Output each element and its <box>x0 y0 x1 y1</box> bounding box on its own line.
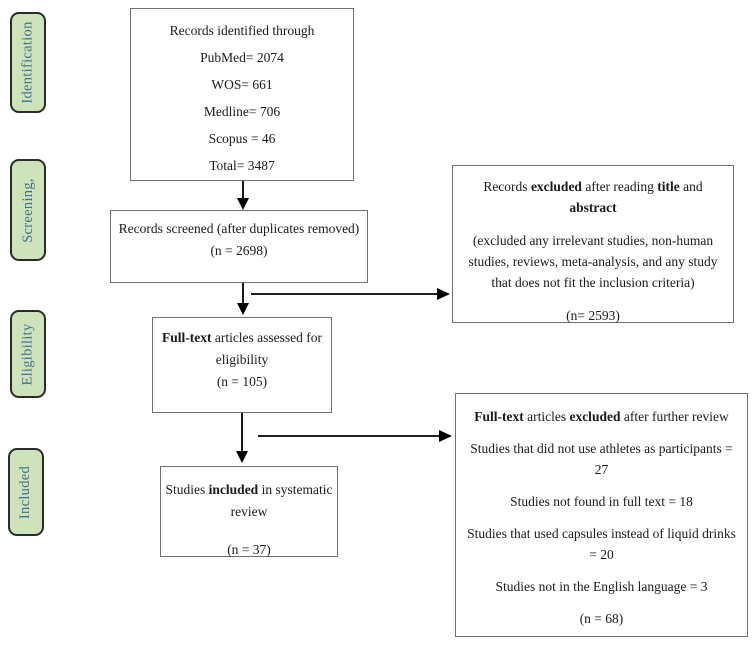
records-excluded-head-bold-abstract: abstract <box>569 200 617 215</box>
arrowhead-screened-to-eligibility <box>237 303 249 315</box>
stage-eligibility <box>10 310 46 398</box>
stage-included-label: Included <box>17 465 34 519</box>
records-identified-total: Total= 3487 <box>209 158 275 173</box>
records-excluded-head-text: Records <box>483 179 531 194</box>
records-screened-n: (n = 2698) <box>210 243 268 258</box>
records-identified-medline: Medline= 706 <box>203 104 281 119</box>
stage-screening-label: Screening, <box>19 177 36 243</box>
fulltext-excluded-text2: after further review <box>620 409 729 424</box>
studies-included-pre: Studies <box>165 482 209 497</box>
records-excluded-n: (n= 2593) <box>566 308 620 323</box>
records-identified-title: Records identified through <box>169 23 315 38</box>
studies-included-rest: in systematic review <box>230 482 333 519</box>
box-fulltext-excluded <box>455 393 748 637</box>
arrowhead-identified-to-screened <box>237 198 249 210</box>
box-records-excluded <box>452 165 734 323</box>
records-identified-scopus: Scopus = 46 <box>208 131 276 146</box>
fulltext-assessed-n: (n = 105) <box>216 374 268 389</box>
records-identified-pubmed: PubMed= 2074 <box>200 50 284 65</box>
fulltext-excluded-item-athletes: Studies that did not use athletes as participants = 27 <box>470 441 733 477</box>
records-screened-text: Records screened (after duplicates removed) <box>118 221 360 236</box>
records-excluded-head-bold-excluded: excluded <box>530 179 582 194</box>
fulltext-excluded-bold-excluded: excluded <box>569 409 621 424</box>
records-excluded-heading <box>461 176 725 218</box>
fulltext-excluded-bold-fulltext: Full-text <box>474 409 524 424</box>
fulltext-excluded-heading <box>462 406 741 427</box>
records-identified-wos: WOS= 661 <box>211 77 273 92</box>
stage-included <box>8 448 44 536</box>
stage-eligibility-label: Eligibility <box>19 322 36 386</box>
stage-identification-label: Identification <box>19 21 36 104</box>
records-excluded-body: (excluded any irrelevant studies, non-human studies, reviews, meta-analysis, and any study that does not fit the inclusion criteria) <box>468 233 718 290</box>
box-records-identified <box>130 8 354 181</box>
stage-screening <box>10 159 46 261</box>
fulltext-excluded-text: articles <box>523 409 570 424</box>
fulltext-assessed-text <box>157 327 327 371</box>
arrowhead-eligibility-to-excluded <box>439 430 452 442</box>
box-records-screened <box>110 210 368 283</box>
arrowhead-eligibility-to-included <box>236 451 248 463</box>
studies-included-text <box>165 479 333 523</box>
records-excluded-head-bold-title: title <box>657 179 680 194</box>
fulltext-excluded-item-capsules: Studies that used capsules instead of liquid drinks = 20 <box>467 526 736 562</box>
studies-included-n: (n = 37) <box>227 542 271 557</box>
fulltext-excluded-item-language: Studies not in the English language = 3 <box>495 579 708 594</box>
fulltext-assessed-rest: articles assessed for eligibility <box>211 330 323 367</box>
records-excluded-head-text3: and <box>679 179 703 194</box>
arrowhead-screened-to-excluded <box>437 288 450 300</box>
studies-included-bold: included <box>208 482 259 497</box>
records-excluded-head-text2: after reading <box>581 179 658 194</box>
box-studies-included <box>160 466 338 557</box>
stage-identification <box>10 12 46 113</box>
fulltext-excluded-n: (n = 68) <box>579 611 624 626</box>
box-fulltext-assessed <box>152 317 332 413</box>
fulltext-assessed-bold: Full-text <box>161 330 212 345</box>
fulltext-excluded-item-notfound: Studies not found in full text = 18 <box>510 494 693 509</box>
